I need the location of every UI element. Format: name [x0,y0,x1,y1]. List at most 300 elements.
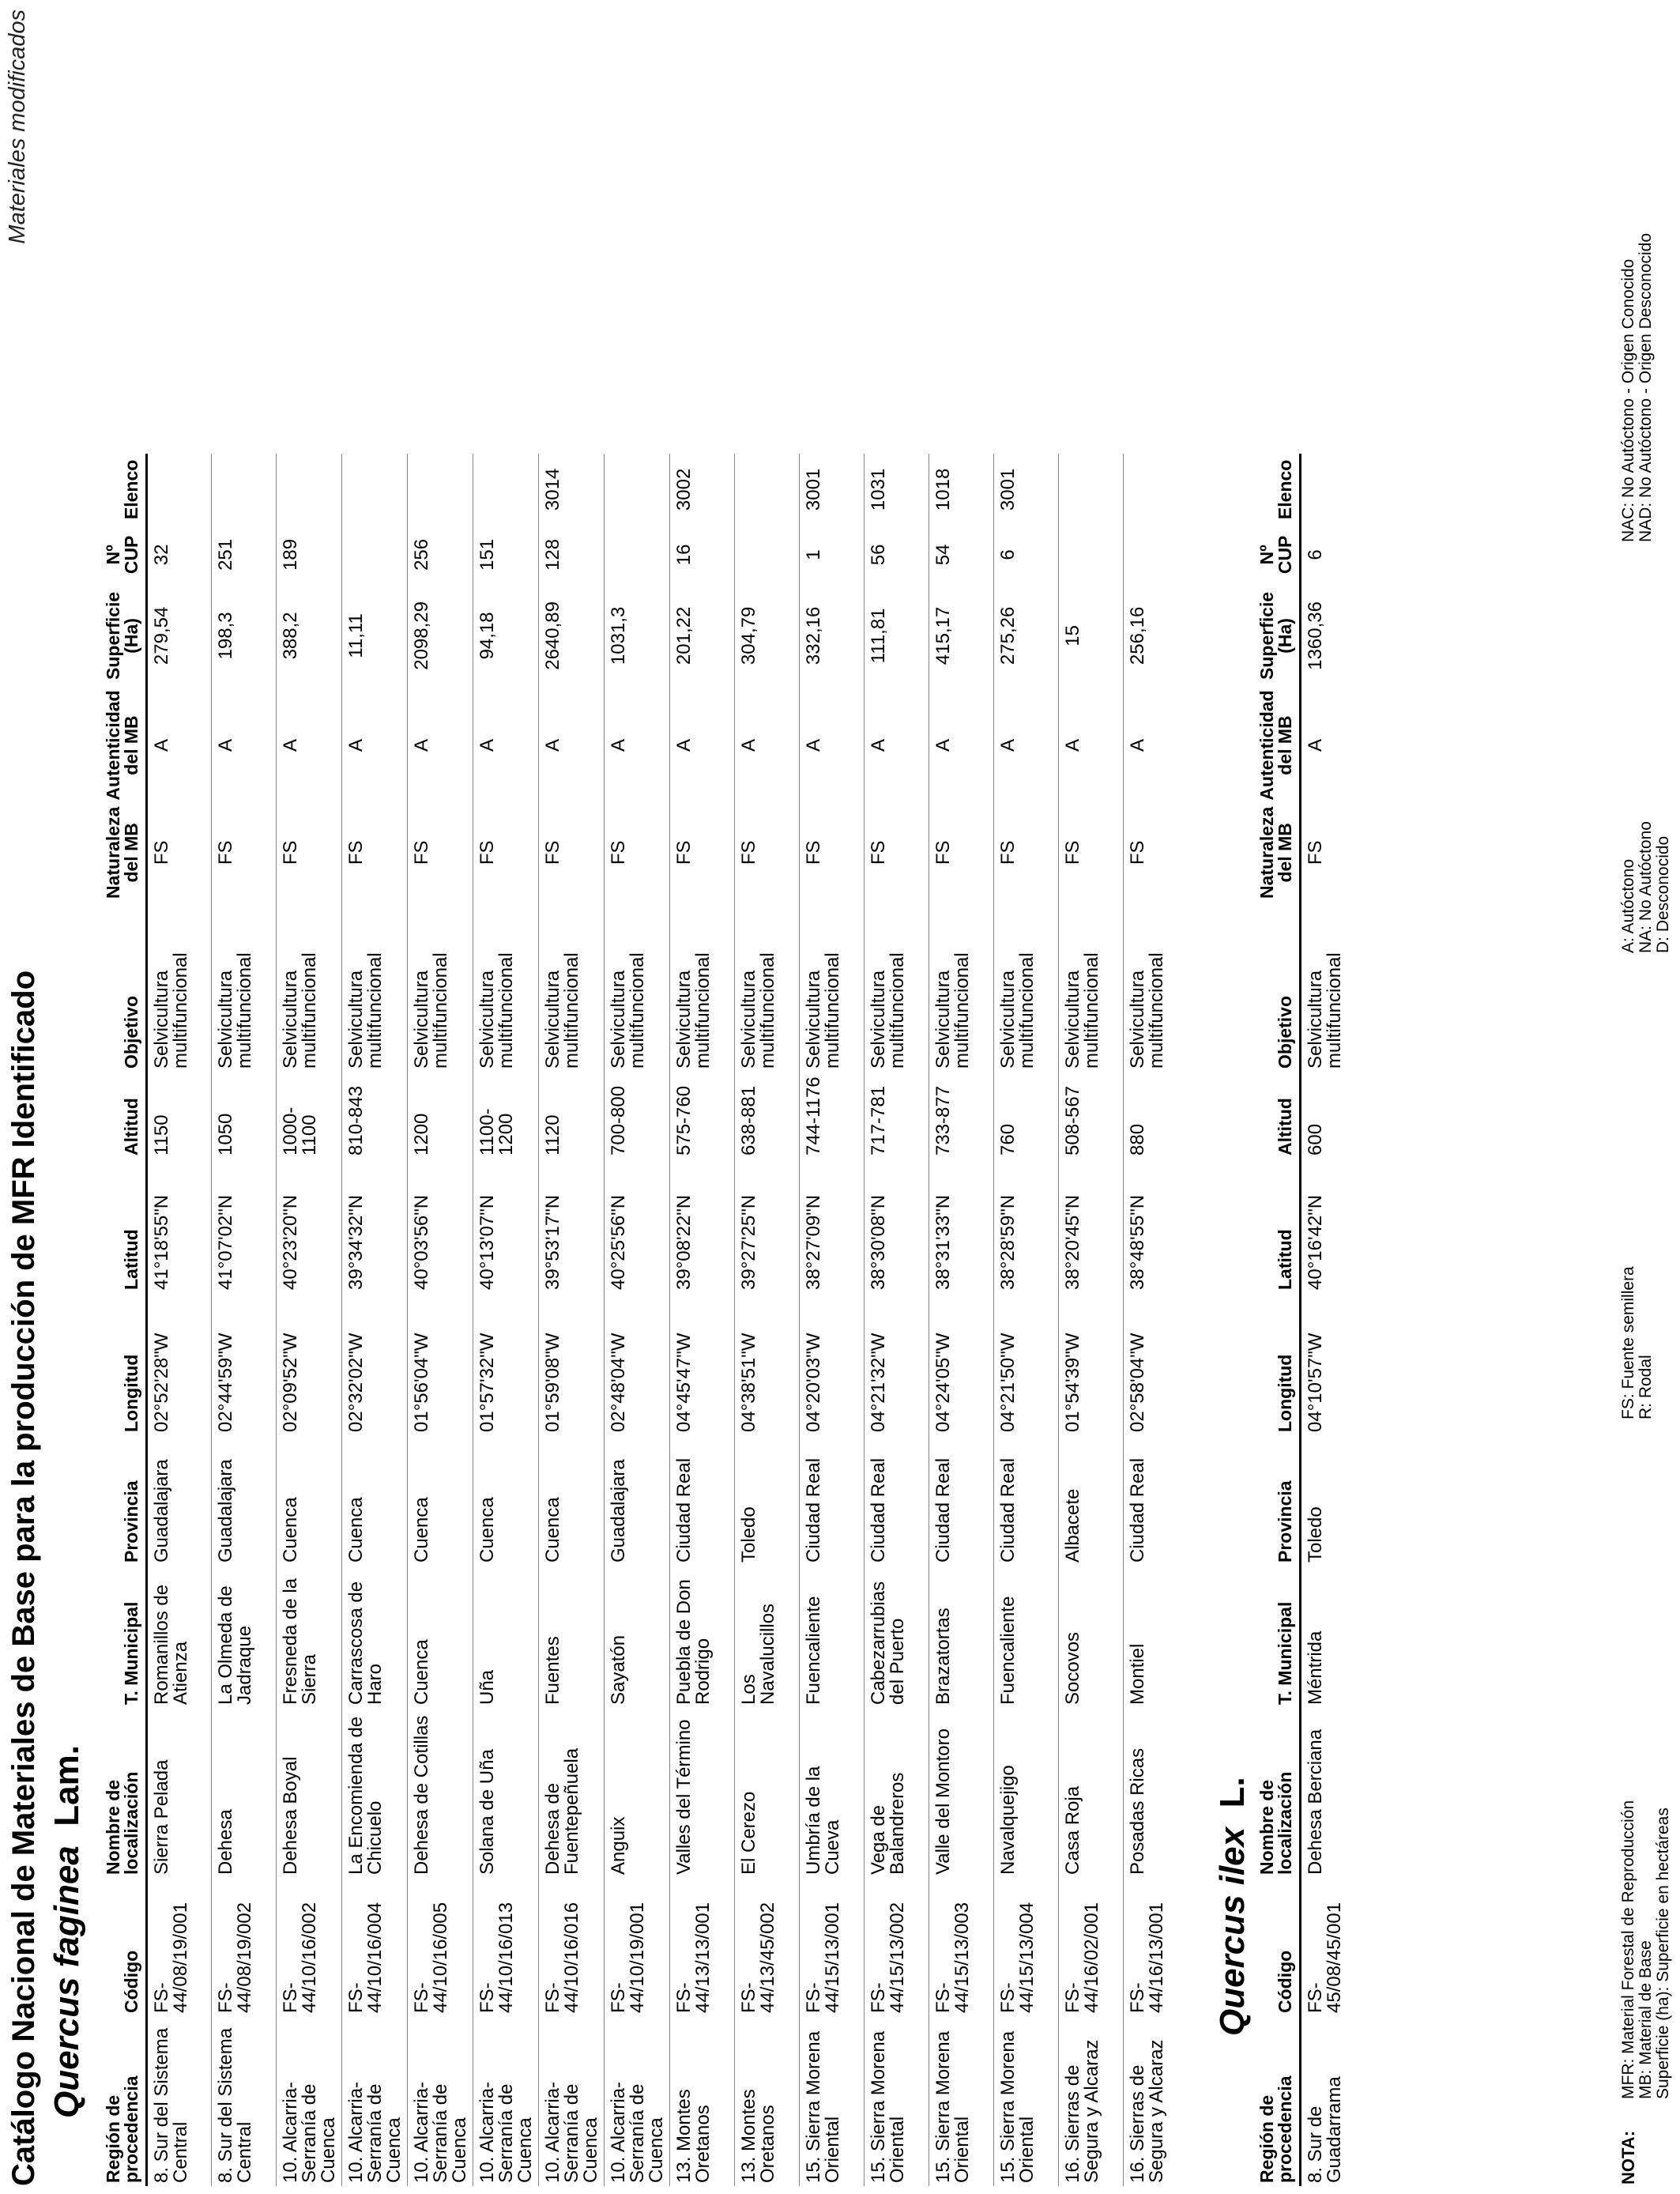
column-header-altitude: Altitud [103,1072,147,1159]
cell-municipality: Méntrida [1301,1566,1351,1708]
cell-objective: Selvicultura multifuncional [1124,902,1188,1072]
cell-latitude: 40°16'42"N [1301,1159,1351,1293]
catalog-table-faginea [103,454,1188,2186]
cell-code: FS-44/10/16/002 [277,1878,342,2016]
cell-longitude: 04°45'47"W [670,1293,735,1435]
cell-longitude: 01°59'08"W [539,1293,605,1435]
cell-authenticity: A [1059,687,1124,803]
cell-municipality: Cabezarrubias del Puerto [864,1566,929,1708]
cell-authenticity: A [1301,687,1351,803]
cell-latitude: 40°03'56"N [408,1159,473,1293]
cell-altitude: 1120 [539,1072,605,1159]
cell-elenco: 1031 [864,454,929,525]
species-heading-faginea [47,1745,87,2118]
nota-line: R: Rodal [1637,1355,1655,1419]
cell-objective: Selvicultura multifuncional [473,902,539,1072]
cell-province: Cuenca [473,1435,539,1566]
cell-cup: 32 [147,525,212,584]
column-header-province: Provincia [1256,1435,1301,1566]
cell-elenco [147,454,212,525]
cell-surface: 11,11 [342,584,408,687]
cell-municipality: Montiel [1124,1566,1188,1708]
species-heading-ilex [1213,1777,1252,2036]
column-header-code: Código [1256,1878,1301,2016]
cell-nature: FS [994,804,1059,902]
cell-province: Ciudad Real [1124,1435,1188,1566]
cell-code: FS-44/15/13/002 [864,1878,929,2016]
cell-municipality: Puebla de Don Rodrigo [670,1566,735,1708]
cell-surface: 415,17 [929,584,994,687]
table-row [277,454,342,2186]
cell-nature: FS [342,804,408,902]
cell-longitude: 01°57'32"W [473,1293,539,1435]
cell-latitude: 38°48'55"N [1124,1159,1188,1293]
cell-province: Ciudad Real [994,1435,1059,1566]
cell-code: FS-44/10/16/005 [408,1878,473,2016]
cell-region: 10. Alcarria-Serranía de Cuenca [605,2016,670,2186]
cell-cup: 151 [473,525,539,584]
cell-surface: 388,2 [277,584,342,687]
cell-latitude: 38°28'59"N [994,1159,1059,1293]
cell-altitude: 1000-1100 [277,1072,342,1159]
table-row [864,454,929,2186]
cell-region: 10. Alcarria-Serranía de Cuenca [342,2016,408,2186]
nota-origin-detail [1620,233,1655,542]
table-row [605,454,670,2186]
table-row [1059,454,1124,2186]
cell-location-name: Casa Roja [1059,1708,1124,1878]
cell-nature: FS [473,804,539,902]
nota-line: Superficie (ha): Superficie en hectáreas [1654,1808,1672,2099]
cell-objective: Selvicultura multifuncional [408,902,473,1072]
cell-elenco [1301,454,1351,525]
cell-location-name: Posadas Ricas [1124,1708,1188,1878]
cell-nature: FS [735,804,800,902]
cell-nature: FS [1059,804,1124,902]
cell-latitude: 38°20'45"N [1059,1159,1124,1293]
cell-objective: Selvicultura multifuncional [212,902,277,1072]
cell-location-name: El Cerezo [735,1708,800,1878]
column-header-authenticity: Autenticidad del MB [1256,687,1301,803]
column-header-objective: Objetivo [103,902,147,1072]
cell-altitude: 733-877 [929,1072,994,1159]
cell-surface: 279,54 [147,584,212,687]
cell-latitude: 38°27'09"N [800,1159,864,1293]
cell-latitude: 39°27'25"N [735,1159,800,1293]
cell-longitude: 02°58'04"W [1124,1293,1188,1435]
cell-elenco [212,454,277,525]
cell-nature: FS [539,804,605,902]
table-row [408,454,473,2186]
cell-region: 15. Sierra Morena Oriental [994,2016,1059,2186]
cell-code: FS-44/10/16/016 [539,1878,605,2016]
cell-location-name: Solana de Uña [473,1708,539,1878]
cell-objective: Selvicultura multifuncional [800,902,864,1072]
cell-elenco: 3001 [994,454,1059,525]
column-header-surface: Superficie (Ha) [103,584,147,687]
cell-latitude: 38°30'08"N [864,1159,929,1293]
column-header-longitude: Longitud [103,1293,147,1435]
cell-location-name: Vega de Balandreros [864,1708,929,1878]
cell-altitude: 600 [1301,1072,1351,1159]
cell-location-name: Valles del Término [670,1708,735,1878]
table-row [473,454,539,2186]
cell-municipality: Romanillos de Atienza [147,1566,212,1708]
cell-longitude: 02°32'02"W [342,1293,408,1435]
cell-region: 15. Sierra Morena Oriental [800,2016,864,2186]
cell-longitude: 04°24'05"W [929,1293,994,1435]
nota-line: D: Desconocido [1654,835,1672,953]
cell-location-name: Umbría de la Cueva [800,1708,864,1878]
cell-altitude: 1150 [147,1072,212,1159]
cell-region: 8. Sur del Sistema Central [212,2016,277,2186]
cell-nature: FS [408,804,473,902]
nota-line: MB: Material de Base [1637,1940,1655,2099]
cell-province: Cuenca [539,1435,605,1566]
cell-region: 13. Montes Oretanos [670,2016,735,2186]
cell-location-name: Dehesa de Cotillas [408,1708,473,1878]
cell-elenco: 3002 [670,454,735,525]
column-header-cup: Nº CUP [103,525,147,584]
column-header-objective: Objetivo [1256,902,1301,1072]
cell-objective: Selvicultura multifuncional [994,902,1059,1072]
cell-elenco [735,454,800,525]
cell-location-name: La Encomienda de Chicuelo [342,1708,408,1878]
cell-latitude: 41°18'55"N [147,1159,212,1293]
table-row [1301,454,1351,2186]
cell-latitude: 38°31'33"N [929,1159,994,1293]
column-header-nature: Naturaleza del MB [1256,804,1301,902]
cell-surface: 332,16 [800,584,864,687]
cell-altitude: 810-843 [342,1072,408,1159]
cell-nature: FS [147,804,212,902]
cell-longitude: 04°38'51"W [735,1293,800,1435]
cell-location-name: Anguix [605,1708,670,1878]
cell-objective: Selvicultura multifuncional [342,902,408,1072]
cell-cup [1124,525,1188,584]
cell-altitude: 1100-1200 [473,1072,539,1159]
cell-altitude: 880 [1124,1072,1188,1159]
cell-objective: Selvicultura multifuncional [929,902,994,1072]
table-row [342,454,408,2186]
cell-surface: 2640,89 [539,584,605,687]
cell-altitude: 760 [994,1072,1059,1159]
cell-altitude: 744-1176 [800,1072,864,1159]
nota-line: A: Autóctono [1619,858,1637,953]
cell-location-name: Dehesa de Fuentepeñuela [539,1708,605,1878]
cell-code: FS-45/08/45/001 [1301,1878,1351,2016]
cell-nature: FS [929,804,994,902]
nota-line: NA: No Autóctono [1637,821,1655,953]
cell-surface: 1360,36 [1301,584,1351,687]
cell-authenticity: A [277,687,342,803]
cell-authenticity: A [1124,687,1188,803]
table-row [539,454,605,2186]
cell-surface: 256,16 [1124,584,1188,687]
column-header-elenco: Elenco [1256,454,1301,525]
cell-province: Ciudad Real [864,1435,929,1566]
column-header-surface: Superficie (Ha) [1256,584,1301,687]
cell-objective: Selvicultura multifuncional [605,902,670,1072]
nota-line: FS: Fuente semillera [1619,1266,1637,1419]
table-row [1124,454,1188,2186]
cell-municipality: Brazatortas [929,1566,994,1708]
cell-objective: Selvicultura multifuncional [147,902,212,1072]
cell-longitude: 01°54'39"W [1059,1293,1124,1435]
cell-longitude: 02°09'52"W [277,1293,342,1435]
cell-latitude: 41°07'02"N [212,1159,277,1293]
cell-authenticity: A [994,687,1059,803]
cell-code: FS-44/08/19/002 [212,1878,277,2016]
species-author: Lam. [47,1745,86,1826]
cell-region: 13. Montes Oretanos [735,2016,800,2186]
cell-latitude: 40°23'20"N [277,1159,342,1293]
cell-elenco [473,454,539,525]
cell-elenco [605,454,670,525]
cell-surface: 94,18 [473,584,539,687]
cell-authenticity: A [539,687,605,803]
cell-location-name: Navalquejigo [994,1708,1059,1878]
column-header-region: Región de procedencia [103,2016,147,2186]
cell-elenco [1059,454,1124,525]
cell-authenticity: A [800,687,864,803]
cell-cup: 6 [994,525,1059,584]
cell-municipality: Socovos [1059,1566,1124,1708]
column-header-province: Provincia [103,1435,147,1566]
cell-surface: 15 [1059,584,1124,687]
cell-altitude: 575-760 [670,1072,735,1159]
cell-authenticity: A [408,687,473,803]
cell-authenticity: A [212,687,277,803]
cell-code: FS-44/16/13/001 [1124,1878,1188,2016]
species-name: Quercus faginea [47,1845,86,2118]
cell-region: 8. Sur de Guadarrama [1301,2016,1351,2186]
cell-longitude: 04°21'50"W [994,1293,1059,1435]
cell-province: Ciudad Real [929,1435,994,1566]
cell-latitude: 40°13'07"N [473,1159,539,1293]
cell-region: 10. Alcarria-Serranía de Cuenca [539,2016,605,2186]
column-header-location-name: Nombre de localización [1256,1708,1301,1878]
nota-label: NOTA: [1618,2130,1638,2185]
cell-altitude: 638-881 [735,1072,800,1159]
column-header-municipality: T. Municipal [103,1566,147,1708]
cell-code: FS-44/08/19/001 [147,1878,212,2016]
cell-objective: Selvicultura multifuncional [864,902,929,1072]
cell-cup: 54 [929,525,994,584]
cell-authenticity: A [670,687,735,803]
cell-latitude: 40°25'56"N [605,1159,670,1293]
column-header-code: Código [103,1878,147,2016]
cell-objective: Selvicultura multifuncional [1059,902,1124,1072]
cell-objective: Selvicultura multifuncional [539,902,605,1072]
cell-municipality: Sayatón [605,1566,670,1708]
cell-region: 15. Sierra Morena Oriental [929,2016,994,2186]
table-row [929,454,994,2186]
cell-altitude: 700-800 [605,1072,670,1159]
column-header-nature: Naturaleza del MB [103,804,147,902]
cell-longitude: 04°20'03"W [800,1293,864,1435]
cell-longitude: 04°10'57"W [1301,1293,1351,1435]
cell-cup: 16 [670,525,735,584]
column-header-location-name: Nombre de localización [103,1708,147,1878]
cell-code: FS-44/15/13/001 [800,1878,864,2016]
cell-authenticity: A [735,687,800,803]
cell-municipality: Fuencaliente [994,1566,1059,1708]
table-row [147,454,212,2186]
nota-definitions [1620,1800,1672,2099]
cell-surface: 201,22 [670,584,735,687]
cell-cup: 256 [408,525,473,584]
column-header-municipality: T. Municipal [1256,1566,1301,1708]
cell-location-name: Sierra Pelada [147,1708,212,1878]
cell-surface: 198,3 [212,584,277,687]
cell-location-name: Dehesa Berciana [1301,1708,1351,1878]
cell-code: FS-44/15/13/004 [994,1878,1059,2016]
cell-municipality: Uña [473,1566,539,1708]
cell-elenco [277,454,342,525]
cell-surface: 304,79 [735,584,800,687]
cell-cup [1059,525,1124,584]
cell-province: Cuenca [408,1435,473,1566]
cell-location-name: Dehesa Boyal [277,1708,342,1878]
cell-elenco: 3001 [800,454,864,525]
cell-province: Guadalajara [605,1435,670,1566]
cell-longitude: 01°56'04"W [408,1293,473,1435]
cell-elenco [1124,454,1188,525]
cell-municipality: Los Navalucillos [735,1566,800,1708]
table-row [735,454,800,2186]
cell-cup [342,525,408,584]
cell-nature: FS [670,804,735,902]
cell-municipality: La Olmeda de Jadraque [212,1566,277,1708]
column-header-region: Región de procedencia [1256,2016,1301,2186]
cell-objective: Selvicultura multifuncional [670,902,735,1072]
cell-altitude: 1200 [408,1072,473,1159]
cell-altitude: 717-781 [864,1072,929,1159]
cell-elenco: 3014 [539,454,605,525]
cell-surface: 111,81 [864,584,929,687]
cell-elenco: 1018 [929,454,994,525]
cell-longitude: 02°44'59"W [212,1293,277,1435]
cell-code: FS-44/16/02/001 [1059,1878,1124,2016]
cell-province: Cuenca [342,1435,408,1566]
cell-elenco [408,454,473,525]
cell-nature: FS [1301,804,1351,902]
column-header-longitude: Longitud [1256,1293,1301,1435]
cell-objective: Selvicultura multifuncional [277,902,342,1072]
cell-code: FS-44/10/16/013 [473,1878,539,2016]
nota-line: MFR: Material Forestal de Reproducción [1619,1800,1637,2099]
cell-location-name: Valle del Montoro [929,1708,994,1878]
cell-municipality: Fuencaliente [800,1566,864,1708]
cell-municipality: Cuenca [408,1566,473,1708]
cell-nature: FS [277,804,342,902]
cell-municipality: Carrascosa de Haro [342,1566,408,1708]
cell-latitude: 39°34'32"N [342,1159,408,1293]
cell-code: FS-44/10/19/001 [605,1878,670,2016]
cell-cup: 6 [1301,525,1351,584]
cell-province: Albacete [1059,1435,1124,1566]
cell-region: 8. Sur del Sistema Central [147,2016,212,2186]
cell-province: Ciudad Real [800,1435,864,1566]
cell-longitude: 04°21'32"W [864,1293,929,1435]
cell-longitude: 02°52'28"W [147,1293,212,1435]
page-title: Catálogo Nacional de Materiales de Base para la producción de MFR Identificado [6,970,41,2186]
cell-region: 10. Alcarria-Serranía de Cuenca [473,2016,539,2186]
cell-code: FS-44/13/45/002 [735,1878,800,2016]
cell-cup [605,525,670,584]
cell-nature: FS [800,804,864,902]
cell-objective: Selvicultura multifuncional [735,902,800,1072]
cell-nature: FS [605,804,670,902]
cell-surface: 2098,29 [408,584,473,687]
nota-line: NAD: No Autóctono - Origen Desconocido [1637,232,1655,542]
cell-altitude: 508-567 [1059,1072,1124,1159]
cell-region: 16. Sierras de Segura y Alcaraz [1124,2016,1188,2186]
table-row [670,454,735,2186]
nota-origin [1620,821,1672,953]
cell-nature: FS [212,804,277,902]
cell-cup: 56 [864,525,929,584]
cell-surface: 275,26 [994,584,1059,687]
table-row [800,454,864,2186]
cell-longitude: 02°48'04"W [605,1293,670,1435]
cell-municipality: Fuentes [539,1566,605,1708]
cell-nature: FS [1124,804,1188,902]
cell-altitude: 1050 [212,1072,277,1159]
cell-authenticity: A [605,687,670,803]
nota-line: NAC: No Autóctono - Origen Conocido [1619,258,1637,542]
cell-code: FS-44/15/13/003 [929,1878,994,2016]
column-header-latitude: Latitud [103,1159,147,1293]
cell-cup: 1 [800,525,864,584]
cell-province: Cuenca [277,1435,342,1566]
cell-cup: 128 [539,525,605,584]
cell-cup: 189 [277,525,342,584]
species-author: L. [1213,1777,1252,1808]
cell-nature: FS [864,804,929,902]
cell-objective: Selvicultura multifuncional [1301,902,1351,1072]
cell-region: 10. Alcarria-Serranía de Cuenca [408,2016,473,2186]
table-row [212,454,277,2186]
cell-region: 10. Alcarria-Serranía de Cuenca [277,2016,342,2186]
cell-cup: 251 [212,525,277,584]
column-header-elenco: Elenco [103,454,147,525]
cell-code: FS-44/13/13/001 [670,1878,735,2016]
cell-authenticity: A [342,687,408,803]
catalog-table-ilex [1256,454,1351,2186]
cell-authenticity: A [473,687,539,803]
cell-authenticity: A [147,687,212,803]
cell-location-name: Dehesa [212,1708,277,1878]
cell-authenticity: A [929,687,994,803]
species-name: Quercus ilex [1213,1826,1252,2036]
column-header-authenticity: Autenticidad del MB [103,687,147,803]
cell-cup [735,525,800,584]
cell-province: Guadalajara [147,1435,212,1566]
cell-authenticity: A [864,687,929,803]
cell-municipality: Fresneda de la Sierra [277,1566,342,1708]
nota-types [1620,1266,1655,1419]
cell-code: FS-44/10/16/004 [342,1878,408,2016]
cell-latitude: 39°53'17"N [539,1159,605,1293]
cell-surface: 1031,3 [605,584,670,687]
column-header-cup: Nº CUP [1256,525,1301,584]
cell-region: 15. Sierra Morena Oriental [864,2016,929,2186]
cell-latitude: 39°08'22"N [670,1159,735,1293]
cell-province: Toledo [1301,1435,1351,1566]
column-header-altitude: Altitud [1256,1072,1301,1159]
